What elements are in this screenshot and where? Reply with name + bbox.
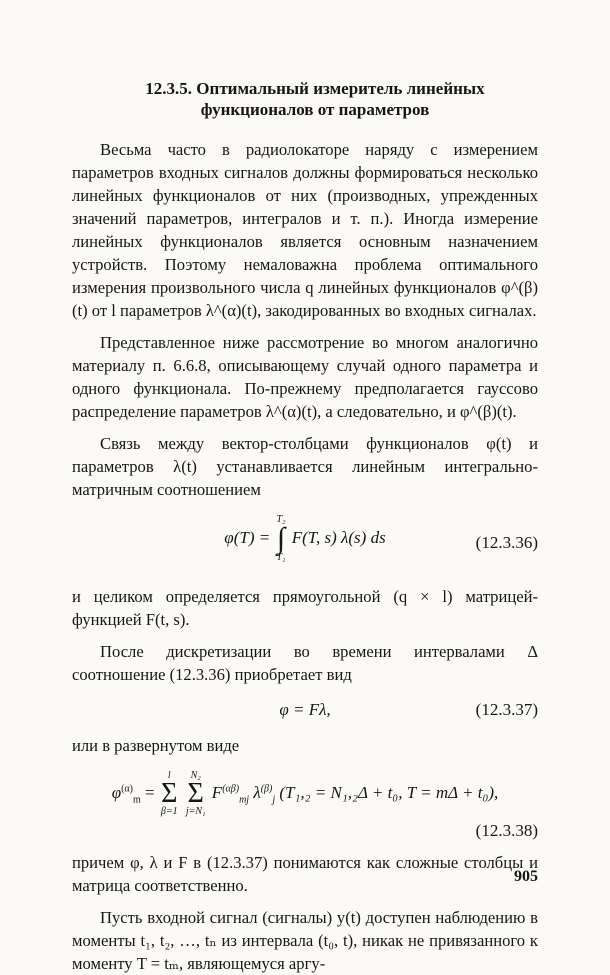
section-heading: [72, 78, 538, 120]
paragraph-7: причем φ, λ и F в (12.3.37) понимаются как сложные столбцы и матрица соответственно.: [72, 853, 538, 895]
eq36-number: (12.3.36): [475, 533, 538, 552]
eq36-body: F(T, s) λ(s) ds: [291, 527, 386, 547]
section-heading-line-1: 12.3.5. Оптимальный измеритель линейных: [145, 79, 485, 98]
eq36-left: φ(T) =: [224, 527, 271, 547]
eq38-sum2-lower: j=N₁: [185, 806, 206, 817]
eq38-sum2-upper: N₂: [190, 770, 201, 781]
eq36-lower-limit: T₁: [276, 552, 286, 563]
eq36-upper-limit: T₂: [276, 514, 286, 525]
page-number: 905: [514, 868, 538, 885]
eq38-sum1-lower: β=1: [160, 806, 178, 817]
sum-sign-1: l Σ β=1: [160, 770, 178, 817]
eq37-body: φ = Fλ,: [279, 700, 331, 719]
paragraph-1: Весьма часто в радиолокаторе наряду с измерением параметров входных сигналов должны формироваться несколько линейных функционалов от них (производных, упрежденных значений параметров, интегралов и т. п.). Иногда измерение линейных функционалов является основным назначением устройств. Поэтому немаловажна проблема оптимального измерения произвольного числа q линейных функционалов φ^(β)(t) от l параметров λ^(α)(t), закодированных во входных сигналах.: [72, 140, 538, 320]
equation-12-3-36: [72, 515, 538, 571]
eq38-left-sub: m: [133, 794, 141, 806]
paragraph-5: После дискретизации во времени интервалами Δ соотношение (12.3.36) приобретает вид: [72, 642, 538, 684]
paragraph-2: Представленное ниже рассмотрение во многом аналогично материалу п. 6.6.8, описывающему случай одного параметра и одного функционала. По-прежнему предполагается гауссово распределение параметров λ^(α)(t), а следовательно, и φ^(β)(t).: [72, 333, 538, 421]
section-heading-line-2: функционалов от параметров: [200, 100, 430, 119]
paragraph-6: или в развернутом виде: [72, 736, 240, 755]
paragraph-8: Пусть входной сигнал (сигналы) y(t) доступен наблюдению в моменты t₁, t₂, …, tₙ из интервала (t₀, t), никак не привязанного к моменту T = tₘ, являющемуся аргу-: [72, 908, 538, 973]
sum-sign-2: N₂ Σ j=N₁: [185, 770, 206, 817]
eq38-body: (T₁,₂ = N₁,₂Δ + t₀, T = mΔ + t₀),: [279, 782, 499, 802]
eq38-number: (12.3.38): [475, 821, 538, 840]
eq37-number: (12.3.37): [475, 700, 538, 719]
eq38-left: φ: [111, 782, 122, 802]
integral-sign: T₂ ∫ T₁: [276, 514, 286, 563]
paragraph-4: и целиком определяется прямоугольной (q × l) матрицей-функцией F(t, s).: [72, 587, 538, 629]
equation-12-3-38: $\varphi^{(\alpha)}_m$ = l Σ β=1 N₂ Σ j=N₁ $F^{(\alpha\beta)}_{mj}$ $\lambda^{(\beta)}_j$ (T₁,₂ = N₁,₂Δ + t₀, T = mΔ + t₀), (12.3.38): [111, 770, 538, 840]
equation-12-3-37: [72, 700, 538, 720]
eq38-left-sup: (α): [121, 783, 133, 795]
eq38-sum1-upper: l: [167, 770, 171, 781]
paragraph-3: Связь между вектор-столбцами функционалов φ(t) и параметров λ(t) устанавливается линейным интегрально-матричным соотношением: [72, 434, 538, 499]
